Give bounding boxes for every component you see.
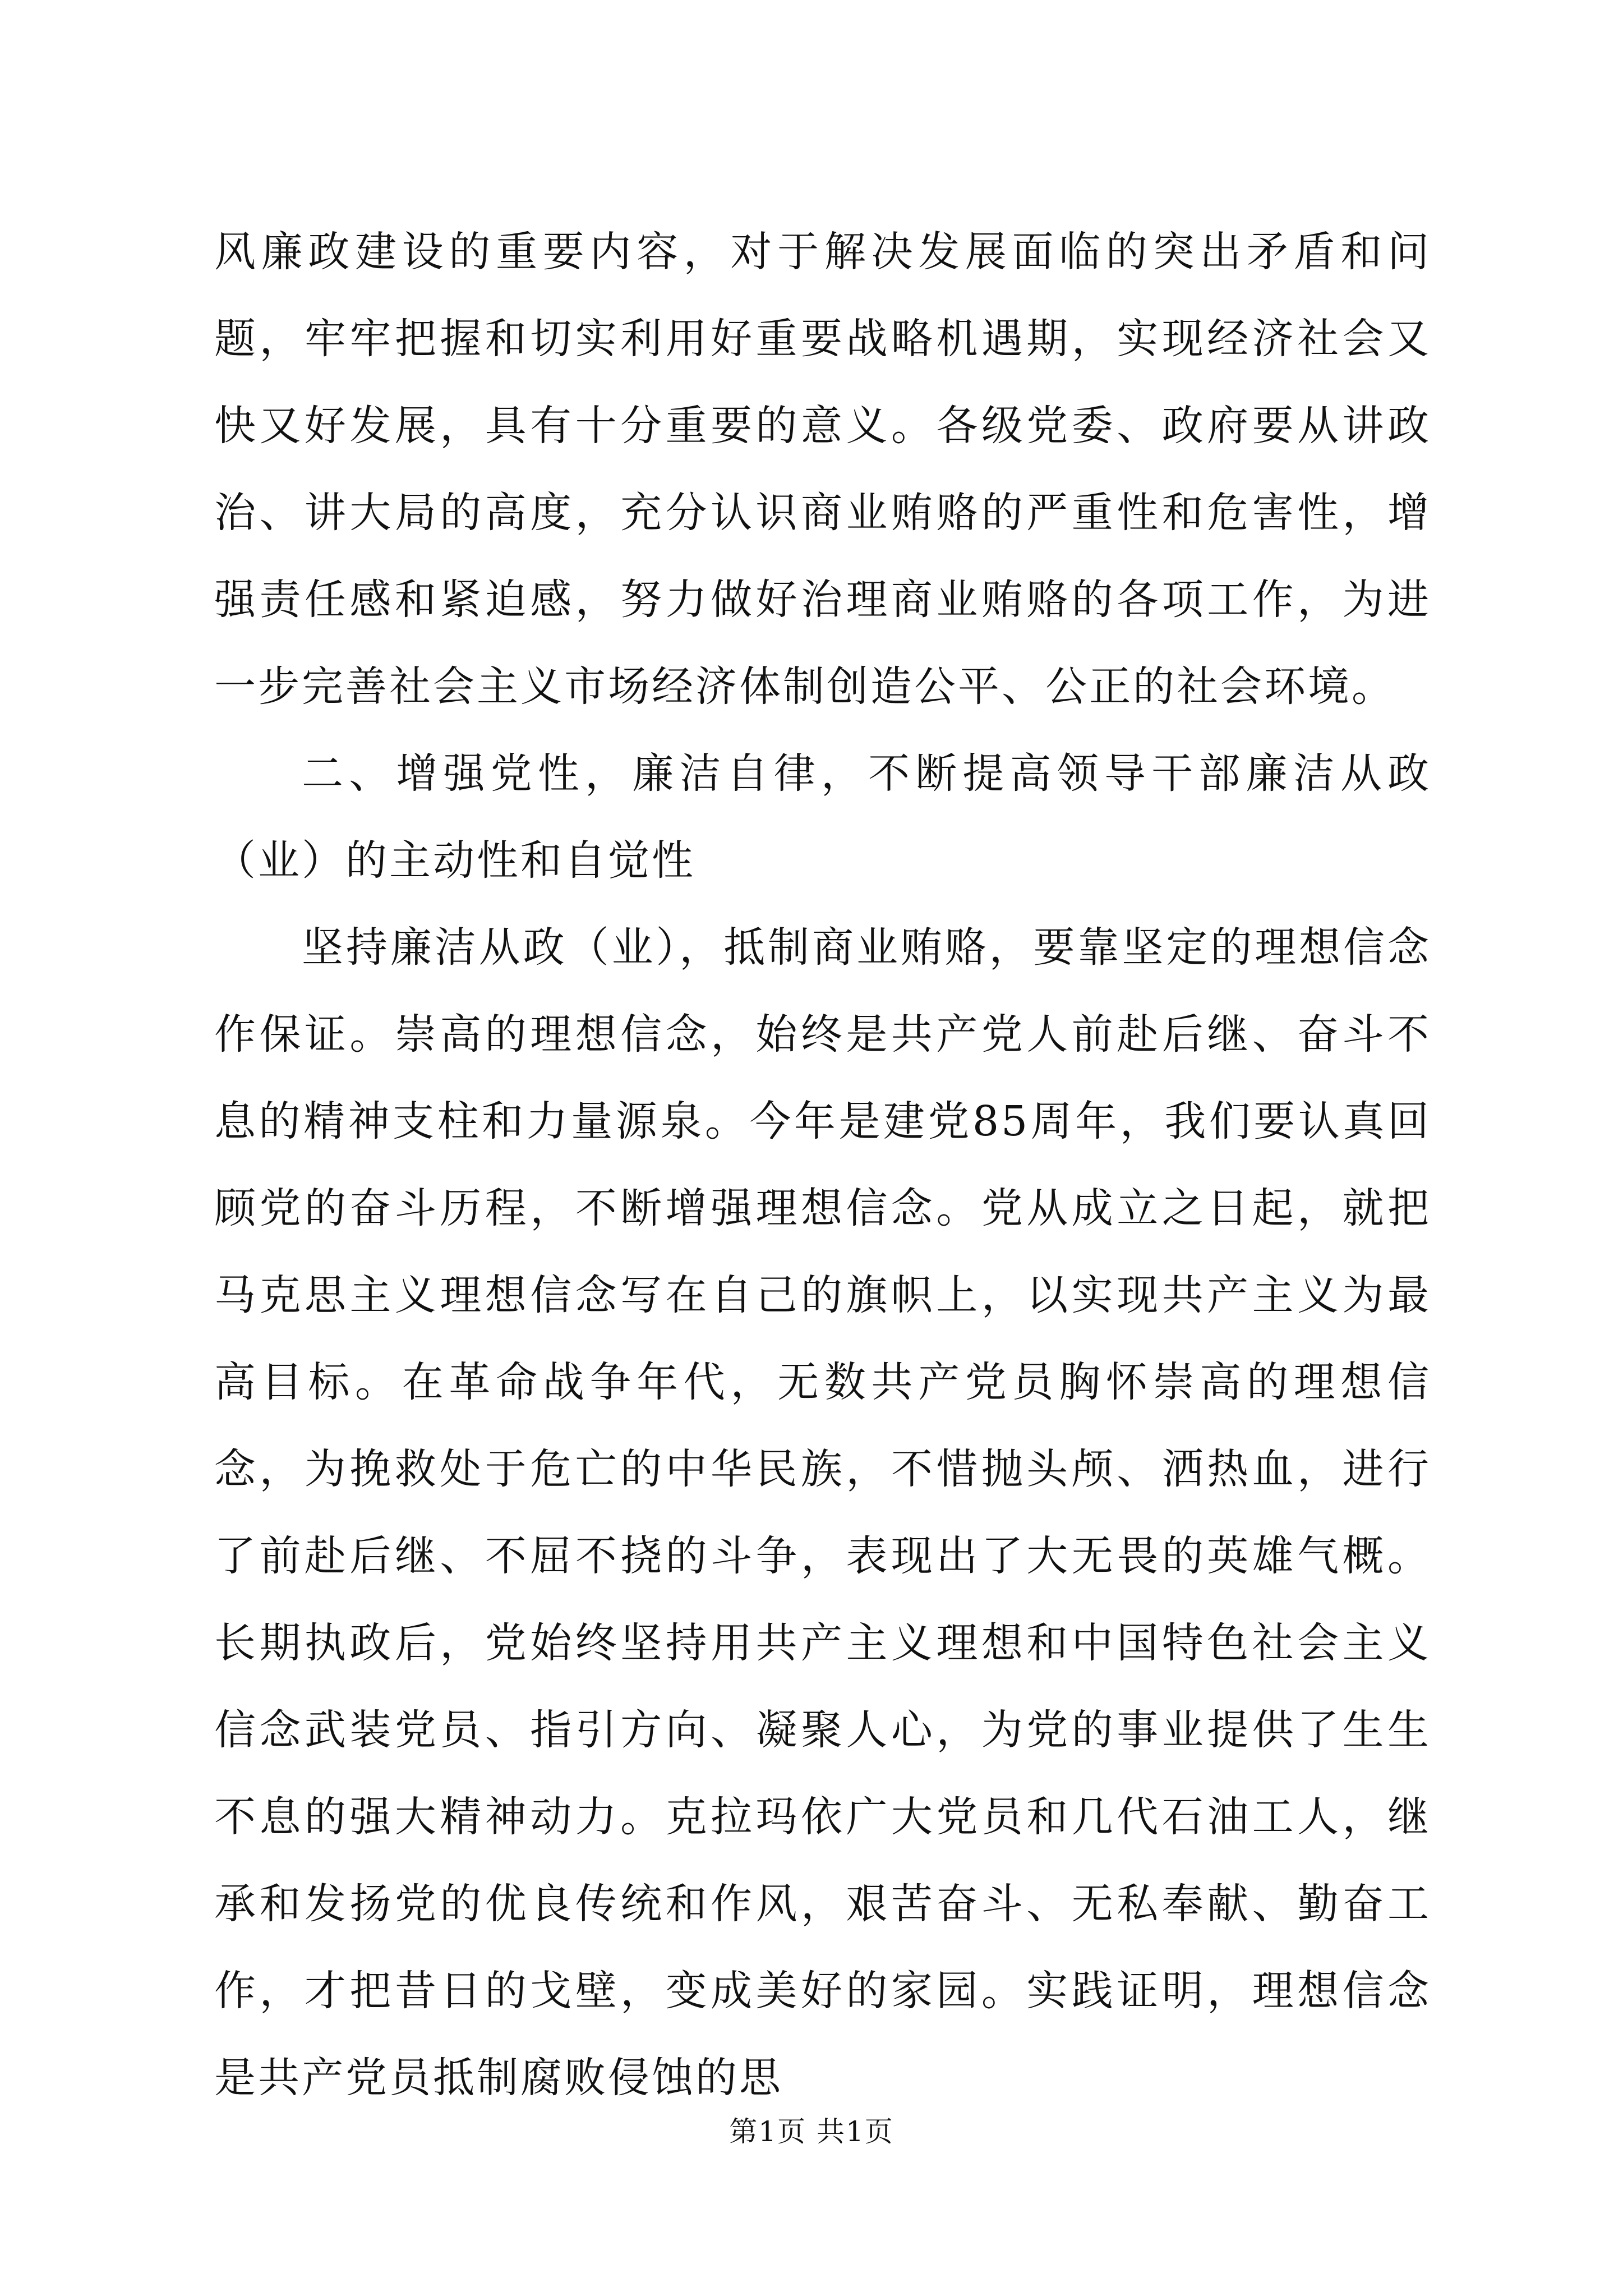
paragraph-3: 坚持廉洁从政（业），抵制商业贿赂，要靠坚定的理想信念作保证。崇高的理想信念，始终是共产党人前赴后继、奋斗不息的精神支柱和力量源泉。今年是建党85周年，我们要认真回顾党的奋斗历程，不断增强理想信念。党从成立之日起，就把马克思主义理想信念写在自己的旗帜上，以实现共产主义为最高目标。在革命战争年代，无数共产党员胸怀崇高的理想信念，为挽救处于危亡的中华民族，不惜抛头颅、洒热血，进行了前赴后继、不屈不挠的斗争，表现出了大无畏的英雄气概。长期执政后，党始终坚持用共产主义理想和中国特色社会主义信念武装党员、指引方向、凝聚人心，为党的事业提供了生生不息的强大精神动力。克拉玛依广大党员和几代石油工人，继承和发扬党的优良传统和作风，艰苦奋斗、无私奉献、勤奋工作，才把昔日的戈壁，变成美好的家园。实践证明，理想信念是共产党员抵制腐败侵蚀的思 bbox=[214, 923, 1431, 2102]
page-footer: 第1页 共1页 bbox=[729, 2115, 894, 2148]
document-body bbox=[214, 209, 1431, 2122]
section-heading-2: 二、增强党性，廉洁自律，不断提高领导干部廉洁从政（业）的主动性和自觉性 bbox=[214, 749, 1431, 885]
paragraph-1: 风廉政建设的重要内容，对于解决发展面临的突出矛盾和问题，牢牢把握和切实利用好重要战略机遇期，实现经济社会又快又好发展，具有十分重要的意义。各级党委、政府要从讲政治、讲大局的高度，充分认识商业贿赂的严重性和危害性，增强责任感和紧迫感，努力做好治理商业贿赂的各项工作，为进一步完善社会主义市场经济体制创造公平、公正的社会环境。 bbox=[214, 228, 1431, 711]
